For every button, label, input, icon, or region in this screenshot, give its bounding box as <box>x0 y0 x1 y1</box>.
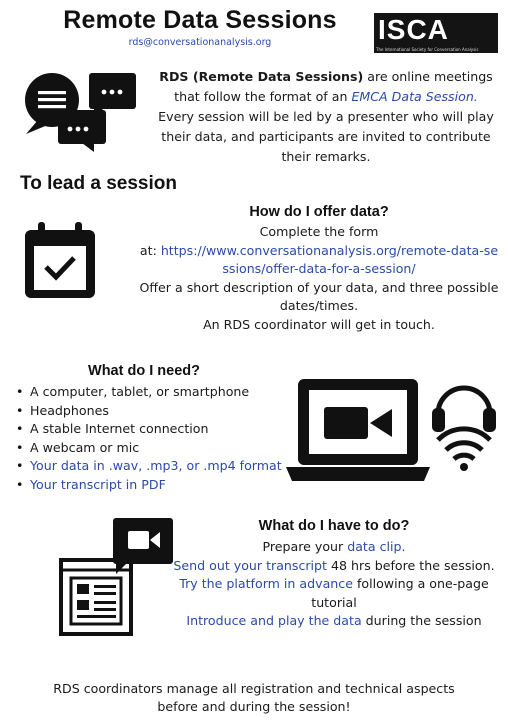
emca-data-session-link[interactable]: EMCA Data Session. <box>351 89 478 104</box>
try-platform-link[interactable]: Try the platform in advance <box>179 576 353 591</box>
todo-text: during the session <box>361 613 482 628</box>
offer-line-1: Complete the form <box>259 224 379 239</box>
document-video-chat-icon <box>58 516 176 638</box>
isca-logo[interactable] <box>374 13 498 53</box>
intro-text-2: Every session will be led by a presenter who will play their data, and participants are invited to contribute their remarks. <box>158 109 494 164</box>
offer-data-body <box>138 223 500 334</box>
intro-paragraph <box>158 67 494 167</box>
needs-item[interactable]: • Your transcript in PDF <box>16 476 282 495</box>
page-title: Remote Data Sessions <box>63 6 337 34</box>
offer-line-2: Offer a short description of your data, and three possible dates/times. <box>139 279 499 313</box>
offer-form-url-link[interactable]: https://www.conversationanalysis.org/remote-data-sessions/offer-data-for-a-session/ <box>160 242 499 276</box>
todo-line-3 <box>168 575 500 612</box>
todo-text: 48 hrs before the session. <box>327 557 495 573</box>
headset-wifi-icon <box>430 378 498 472</box>
send-transcript-link[interactable]: Send out your transcript <box>173 557 327 573</box>
needs-list <box>16 383 282 494</box>
needs-item: • A stable Internet connection <box>16 420 282 439</box>
logo-subtitle: The International Society for Conversation Analysis <box>376 47 479 52</box>
footer-note: RDS coordinators manage all registration and technical aspects before and during the session! <box>53 681 455 714</box>
todo-body <box>168 538 500 631</box>
introduce-data-link[interactable]: Introduce and play the data <box>186 613 362 628</box>
needs-title: What do I need? <box>88 363 200 379</box>
intro-term: RDS (Remote Data Sessions) <box>159 69 364 84</box>
needs-item: • A computer, tablet, or smartphone <box>16 383 282 402</box>
data-clip-link[interactable]: data clip. <box>347 539 406 554</box>
needs-item: • A webcam or mic <box>16 439 282 458</box>
calendar-check-icon <box>22 220 98 302</box>
todo-line-4 <box>168 612 500 631</box>
needs-item[interactable]: • Your data in .wav, .mp3, or .mp4 format <box>16 457 282 476</box>
todo-text: following a one-page tutorial <box>311 576 489 610</box>
todo-line-1 <box>168 538 500 557</box>
contact-email-link[interactable]: rds@conversationanalysis.org <box>128 37 272 48</box>
chat-bubbles-icon <box>22 70 140 154</box>
offer-at-label: at: <box>139 242 161 258</box>
todo-text: Prepare your <box>262 539 348 554</box>
todo-title: What do I have to do? <box>258 518 410 534</box>
offer-line-3: An RDS coordinator will get in touch. <box>203 316 435 332</box>
offer-data-title: How do I offer data? <box>249 204 389 220</box>
lead-session-heading: To lead a session <box>20 173 177 194</box>
laptop-video-icon <box>284 375 432 487</box>
offer-form-line <box>138 242 500 279</box>
todo-line-2 <box>168 557 500 576</box>
logo-text: ISCA <box>378 14 449 45</box>
needs-item: • Headphones <box>16 402 282 421</box>
intro-text-1: are online meetings that follow the format of an <box>174 69 493 104</box>
